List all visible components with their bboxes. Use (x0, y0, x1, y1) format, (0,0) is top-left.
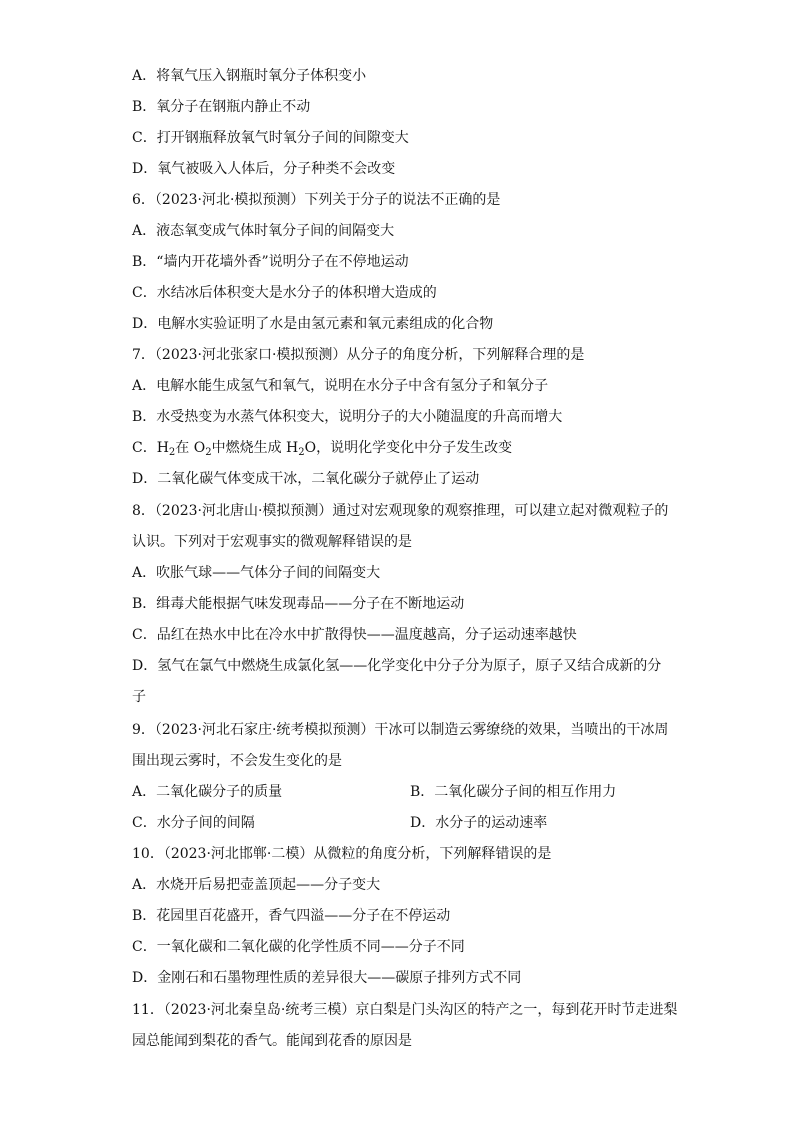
q10-stem: 10．（2023·河北邯郸·二模）从微粒的角度分析，下列解释错误的是 (132, 846, 552, 862)
q8-option-c: C．品红在热水中比在冷水中扩散得快——温度越高，分子运动速率越快 (132, 627, 577, 643)
q6-option-c: C．水结冰后体积变大是水分子的体积增大造成的 (132, 285, 437, 301)
q6-option-b: B．“墙内开花墙外香”说明分子在不停地运动 (132, 254, 409, 270)
q11-stem-line2: 园总能闻到梨花的香气。能闻到花香的原因是 (132, 1033, 412, 1049)
q7-option-c-mid1: 在 O (175, 440, 206, 456)
q11-stem-line1: 11．（2023·河北秦皇岛·统考三模）京白梨是门头沟区的特产之一，每到花开时节走进梨 (132, 1002, 678, 1018)
q9-option-d: D．水分子的运动速率 (410, 815, 548, 831)
q8-option-b: B．缉毒犬能根据气味发现毒品——分子在不断地运动 (132, 596, 465, 612)
q10-option-a: A．水烧开后易把壶盖顶起——分子变大 (132, 877, 381, 893)
q7-option-a: A．电解水能生成氢气和氧气，说明在水分子中含有氢分子和氧分子 (132, 378, 549, 394)
q10-option-d: D．金刚石和石墨物理性质的差异很大——碳原子排列方式不同 (132, 970, 522, 986)
q7-option-d: D．二氧化碳气体变成干冰，二氧化碳分子就停止了运动 (132, 471, 480, 487)
q9-option-a: A．二氧化碳分子的质量 (132, 784, 283, 800)
q7-option-c-sub3: 2 (298, 447, 305, 458)
q9-stem-line2: 围出现云雾时，不会发生变化的是 (132, 753, 342, 769)
q10-option-c: C．一氧化碳和二氧化碳的化学性质不同——分子不同 (132, 939, 465, 955)
q8-stem-line1: 8．（2023·河北唐山·模拟预测）通过对宏观现象的观察推理，可以建立起对微观粒子的 (132, 503, 669, 519)
q7-option-c-post: O，说明化学变化中分子发生改变 (304, 440, 513, 456)
q9-option-c: C．水分子间的间隔 (132, 815, 255, 831)
q6-stem: 6．（2023·河北·模拟预测）下列关于分子的说法不正确的是 (132, 192, 501, 208)
q5-option-b: B．氧分子在钢瓶内静止不动 (132, 99, 311, 115)
q5-option-c: C．打开钢瓶释放氧气时氧分子间的间隙变大 (132, 130, 409, 146)
q7-option-c-sub1: 2 (168, 447, 176, 458)
q8-option-a: A．吹胀气球——气体分子间的间隔变大 (132, 565, 381, 581)
q9-option-b: B．二氧化碳分子间的相互作用力 (410, 784, 617, 800)
q7-option-b: B．水受热变为水蒸气体积变大，说明分子的大小随温度的升高而增大 (132, 409, 563, 425)
q7-option-c-mid2: 中燃烧生成 H (211, 440, 299, 456)
q8-option-d-cont: 子 (132, 689, 146, 705)
q6-option-a: A．液态氧变成气体时氧分子间的间隔变大 (132, 223, 395, 239)
q6-option-d: D．电解水实验证明了水是由氢元素和氧元素组成的化合物 (132, 316, 494, 332)
q9-stem-line1: 9．（2023·河北石家庄·统考模拟预测）干冰可以制造云雾缭绕的效果，当喷出的干冰周 (132, 722, 669, 738)
q7-option-c-sub2: 2 (205, 447, 212, 458)
q7-option-c-pre: C．H (132, 440, 169, 456)
q7-option-c (132, 438, 692, 458)
q10-option-b: B．花园里百花盛开，香气四溢——分子在不停运动 (132, 908, 451, 924)
q8-stem-line2: 认识。下列对于宏观事实的微观解释错误的是 (132, 534, 412, 550)
q5-option-d: D．氧气被吸入人体后，分子种类不会改变 (132, 161, 396, 177)
q7-stem: 7．（2023·河北张家口·模拟预测）从分子的角度分析，下列解释合理的是 (132, 347, 585, 363)
q5-option-a: A．将氧气压入钢瓶时氧分子体积变小 (132, 68, 367, 84)
q8-option-d: D．氢气在氯气中燃烧生成氯化氢——化学变化中分子分为原子，原子又结合成新的分 (132, 658, 662, 674)
